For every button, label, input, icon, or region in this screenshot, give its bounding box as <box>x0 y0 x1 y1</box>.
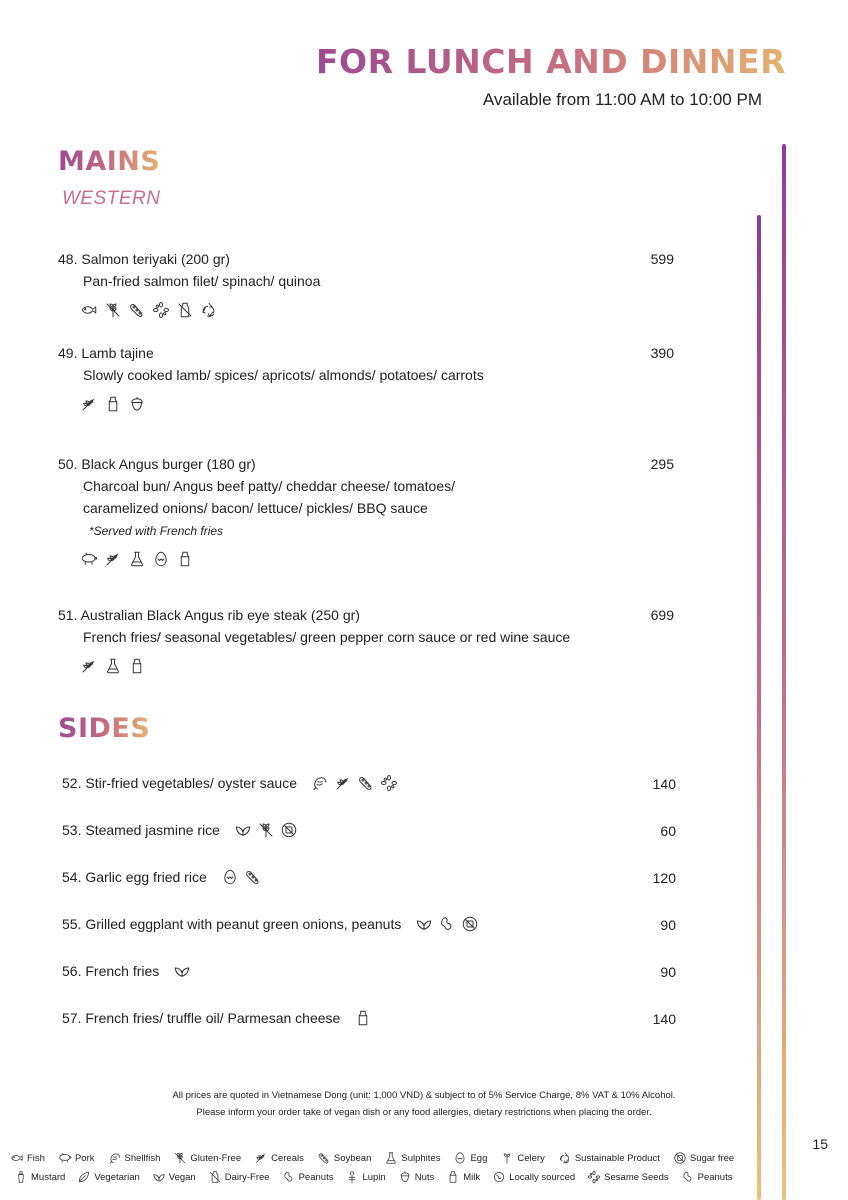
item-description: French fries/ seasonal vegetables/ green pepper corn sauce or red wine sauce <box>83 629 571 645</box>
legend-entry <box>398 1170 435 1184</box>
gluten-free-icon <box>257 821 275 839</box>
sugar-free-icon <box>673 1151 687 1165</box>
allergen-icons <box>221 868 262 886</box>
milk-icon <box>354 1009 372 1027</box>
gluten-free-icon <box>173 1151 187 1165</box>
legend-label: Peanuts <box>697 1171 733 1183</box>
legend-entry <box>152 1170 196 1184</box>
legend-label: Lupin <box>362 1171 386 1183</box>
legend-label: Fish <box>27 1152 45 1164</box>
shellfish-icon <box>311 774 329 792</box>
cereals-icon <box>104 550 122 568</box>
item-price: 599 <box>650 251 674 267</box>
sesame-seeds-icon <box>587 1170 601 1184</box>
menu-item <box>58 343 678 414</box>
item-name: 48. Salmon teriyaki (200 gr) <box>58 251 230 267</box>
item-price: 60 <box>660 823 676 839</box>
allergen-icons <box>58 549 678 569</box>
fish-icon <box>10 1151 24 1165</box>
sustainable-product-icon <box>558 1151 572 1165</box>
legend-entry <box>10 1151 45 1165</box>
legend-row-1 <box>10 1151 750 1165</box>
legend-row-2 <box>14 1170 754 1184</box>
vegan-icon <box>152 1170 166 1184</box>
sulphites-icon <box>384 1151 398 1165</box>
side-item <box>62 1009 676 1033</box>
cereals-icon <box>80 395 98 413</box>
item-description: caramelized onions/ bacon/ lettuce/ pickles/ BBQ sauce <box>83 500 428 516</box>
allergen-icons <box>415 915 479 933</box>
soybean-icon <box>317 1151 331 1165</box>
legend-label: Soybean <box>333 1152 372 1164</box>
legend-label: Sugar free <box>689 1152 735 1164</box>
sulphites-icon <box>128 550 146 568</box>
pork-icon <box>58 1151 72 1165</box>
decorative-bar-outer <box>782 144 786 1200</box>
milk-icon <box>104 395 122 413</box>
lupin-icon <box>345 1170 359 1184</box>
sesame-seeds-icon <box>152 301 170 319</box>
legend-entry <box>384 1151 440 1165</box>
legend-label: Dairy-Free <box>224 1171 270 1183</box>
sesame-seeds-icon <box>380 774 398 792</box>
egg-icon <box>221 868 239 886</box>
legend-label: Sesame Seeds <box>604 1171 669 1183</box>
legend-label: Egg <box>470 1152 488 1164</box>
cereals-icon <box>254 1151 268 1165</box>
legend-entry <box>317 1151 372 1165</box>
legend-label: Pork <box>74 1152 95 1164</box>
sugar-free-icon <box>461 915 479 933</box>
pork-icon <box>80 550 98 568</box>
page-number: 15 <box>812 1136 828 1152</box>
item-price: 120 <box>652 870 676 886</box>
legend-label: Milk <box>463 1171 481 1183</box>
legend-entry <box>173 1151 241 1165</box>
item-name: 54. Garlic egg fried rice <box>62 869 207 885</box>
allergen-icons <box>173 962 191 980</box>
menu-item <box>58 605 678 676</box>
legend-label: Sustainable Product <box>574 1152 660 1164</box>
legend-label: Sulphites <box>401 1152 441 1164</box>
legend-label: Locally sourced <box>509 1171 576 1183</box>
footer-allergy-note: Please inform your order take of vegan dish or any food allergies, dietary restrictions when placing the order. <box>196 1107 652 1118</box>
legend-label: Vegetarian <box>94 1171 140 1183</box>
legend-entry <box>558 1151 660 1165</box>
egg-icon <box>152 550 170 568</box>
vegan-icon <box>415 915 433 933</box>
soybean-icon <box>244 868 262 886</box>
legend-label: Cereals <box>271 1152 304 1164</box>
milk-icon <box>176 550 194 568</box>
dairy-free-icon <box>176 301 194 319</box>
item-price: 295 <box>650 456 674 472</box>
dairy-free-icon <box>208 1170 222 1184</box>
side-item <box>62 915 676 939</box>
menu-item <box>58 249 678 320</box>
mustard-icon <box>14 1170 28 1184</box>
vegetarian-icon <box>77 1170 91 1184</box>
legend-label: Celery <box>517 1152 545 1164</box>
item-name: 53. Steamed jasmine rice <box>62 822 220 838</box>
item-note: *Served with French fries <box>89 524 224 538</box>
decorative-bar-inner <box>757 215 761 1200</box>
sulphites-icon <box>104 657 122 675</box>
page-title: FOR LUNCH AND DINNER <box>316 42 786 81</box>
legend-entry <box>254 1151 304 1165</box>
fish-icon <box>80 301 98 319</box>
legend-entry <box>446 1170 480 1184</box>
legend-label: Vegan <box>168 1171 196 1183</box>
legend-entry <box>453 1151 487 1165</box>
peanuts-icon <box>681 1170 695 1184</box>
legend-entry <box>77 1170 139 1184</box>
legend-label: Shellfish <box>124 1152 161 1164</box>
allergen-icons <box>58 394 678 414</box>
item-description: Slowly cooked lamb/ spices/ apricots/ almonds/ potatoes/ carrots <box>83 367 484 383</box>
item-description: Charcoal bun/ Angus beef patty/ cheddar cheese/ tomatoes/ <box>83 478 456 494</box>
item-price: 699 <box>650 607 674 623</box>
legend-entry <box>208 1170 270 1184</box>
nuts-icon <box>128 395 146 413</box>
item-name: 55. Grilled eggplant with peanut green onions, peanuts <box>62 916 402 932</box>
sustainable-product-icon <box>200 301 218 319</box>
sugar-free-icon <box>280 821 298 839</box>
milk-icon <box>446 1170 460 1184</box>
legend-entry <box>345 1170 385 1184</box>
footer-pricing-note: All prices are quoted in Vietnamese Dong (unit: 1,000 VND) & subject to of 5% Service Charge, 8% VAT & 10% Alcohol. <box>172 1090 676 1101</box>
item-name: 52. Stir-fried vegetables/ oyster sauce <box>62 775 298 791</box>
item-name: 49. Lamb tajine <box>58 345 154 361</box>
availability-text: Available from 11:00 AM to 10:00 PM <box>482 90 762 109</box>
section-title-mains: MAINS <box>58 146 161 177</box>
locally-sourced-icon <box>492 1170 506 1184</box>
side-item <box>62 821 676 845</box>
item-price: 90 <box>660 964 676 980</box>
item-name: 56. French fries <box>62 963 160 979</box>
allergen-icons <box>311 774 398 792</box>
item-price: 140 <box>652 1011 676 1027</box>
legend-label: Gluten-Free <box>190 1152 242 1164</box>
allergen-icons <box>234 821 298 839</box>
section-title-sides: SIDES <box>58 713 151 744</box>
legend-entry <box>108 1151 161 1165</box>
side-item <box>62 774 676 798</box>
side-item <box>62 868 676 892</box>
milk-icon <box>128 657 146 675</box>
side-item <box>62 962 676 986</box>
shellfish-icon <box>108 1151 122 1165</box>
legend-label: Peanuts <box>298 1171 334 1183</box>
item-name: 51. Australian Black Angus rib eye steak (250 gr) <box>58 607 360 623</box>
peanuts-icon <box>438 915 456 933</box>
vegan-icon <box>173 962 191 980</box>
legend-entry <box>500 1151 544 1165</box>
soybean-icon <box>128 301 146 319</box>
cereals-icon <box>80 657 98 675</box>
cereals-icon <box>334 774 352 792</box>
item-price: 390 <box>650 345 674 361</box>
legend-entry <box>673 1151 734 1165</box>
legend-entry <box>492 1170 575 1184</box>
section-subtitle-western: WESTERN <box>62 188 161 209</box>
legend-entry <box>58 1151 95 1165</box>
legend-entry <box>14 1170 65 1184</box>
legend-entry <box>282 1170 334 1184</box>
nuts-icon <box>398 1170 412 1184</box>
menu-item <box>58 454 678 569</box>
item-description: Pan-fried salmon filet/ spinach/ quinoa <box>83 273 321 289</box>
peanuts-icon <box>282 1170 296 1184</box>
soybean-icon <box>357 774 375 792</box>
gluten-free-icon <box>104 301 122 319</box>
item-name: 50. Black Angus burger (180 gr) <box>58 456 256 472</box>
allergen-icons <box>354 1009 372 1027</box>
item-name: 57. French fries/ truffle oil/ Parmesan cheese <box>62 1010 341 1026</box>
item-price: 90 <box>660 917 676 933</box>
legend-label: Mustard <box>31 1171 66 1183</box>
celery-icon <box>500 1151 514 1165</box>
egg-icon <box>453 1151 467 1165</box>
legend-entry <box>681 1170 733 1184</box>
allergen-icons <box>58 656 678 676</box>
item-price: 140 <box>652 776 676 792</box>
legend-label: Nuts <box>414 1171 435 1183</box>
vegan-icon <box>234 821 252 839</box>
legend-entry <box>587 1170 668 1184</box>
allergen-icons <box>58 300 678 320</box>
